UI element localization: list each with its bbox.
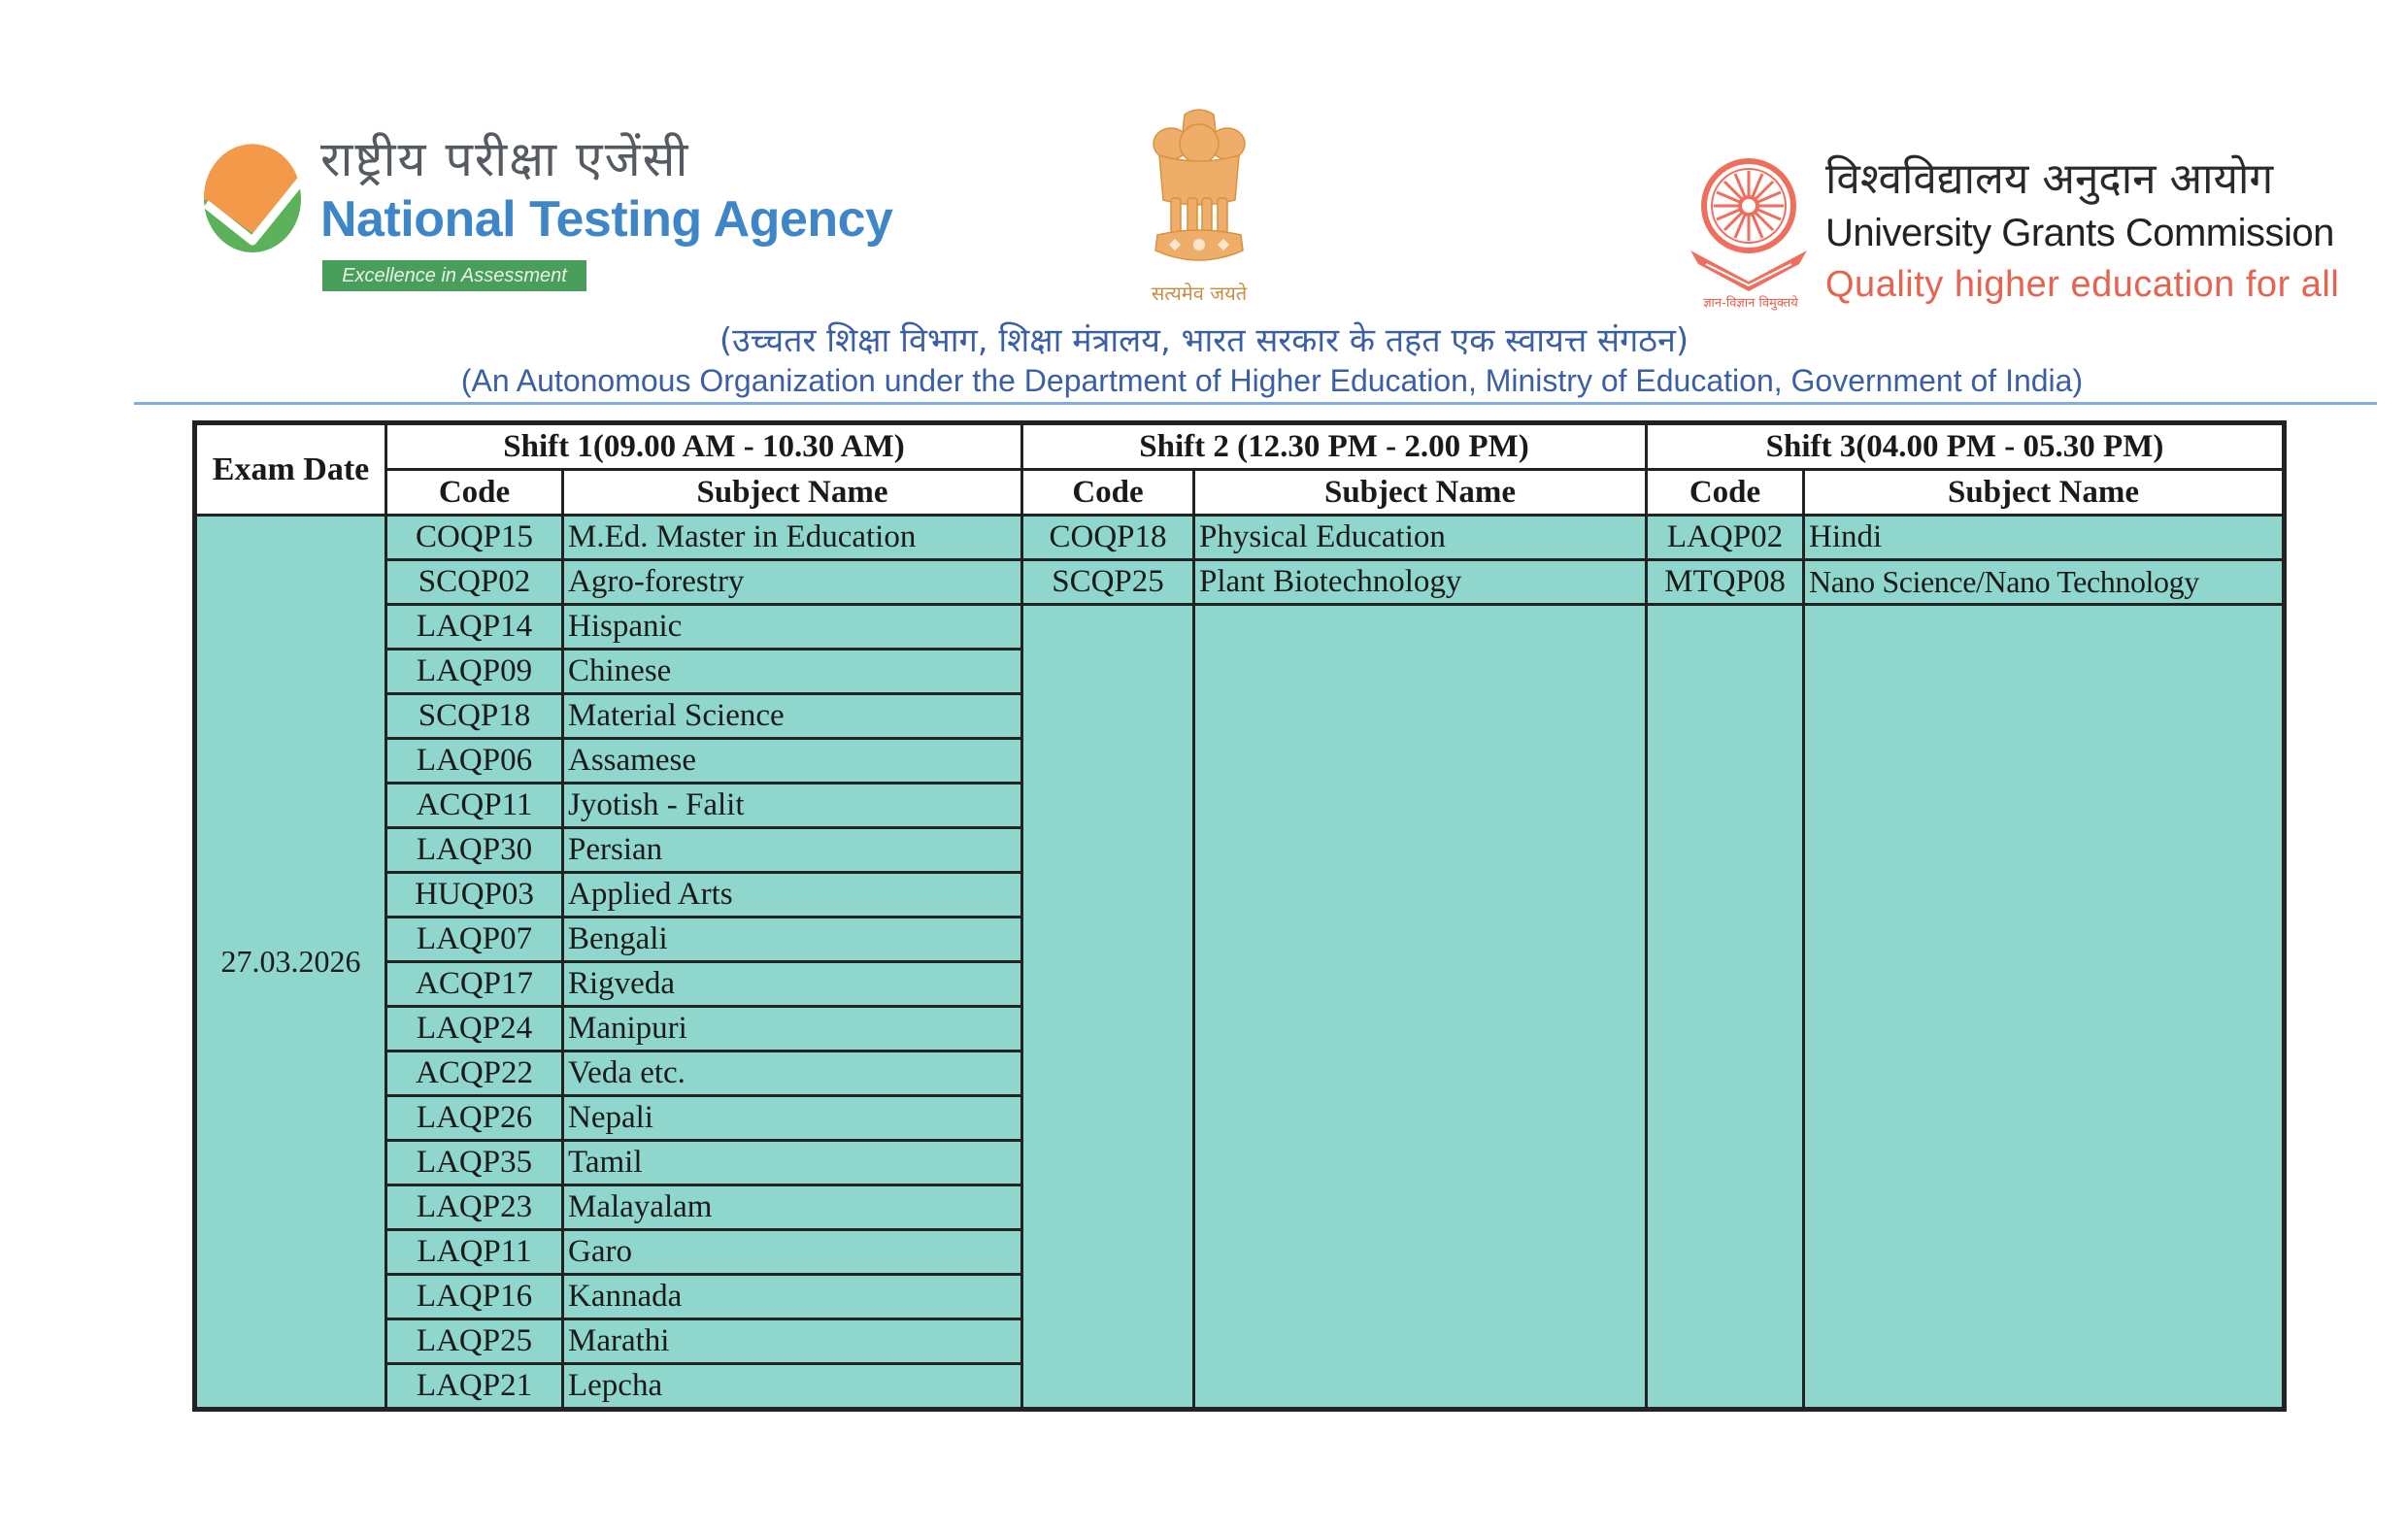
shift-2-subject-cell: Plant Biotechnology [1194,560,1647,605]
ugc-tagline: Quality higher education for all [1825,264,2340,305]
shift-1-subject-cell: Nepali [563,1096,1022,1141]
header-divider [134,402,2377,405]
shift-1-subject-cell: Bengali [563,918,1022,962]
shift-1-subject-cell: Hispanic [563,605,1022,650]
shift-1-subject-cell: Garo [563,1230,1022,1275]
ugc-hindi-name: विश्वविद्यालय अनुदान आयोग [1825,154,2274,204]
exam-schedule-table [192,420,2287,1412]
shift-1-subject-cell: Assamese [563,739,1022,784]
table-row [195,516,2285,560]
shift-1-subject-cell: Manipuri [563,1007,1022,1051]
shift-1-code-cell: HUQP03 [386,873,563,918]
exam-date-cell: 27.03.2026 [195,516,386,1410]
table-body [195,516,2285,1410]
shift-2-subject-empty [1194,605,1647,1410]
shift-1-code-cell: LAQP07 [386,918,563,962]
shift-1-code-cell: LAQP09 [386,650,563,694]
shift-2-code-cell: COQP18 [1022,516,1194,560]
shift-1-subject-cell: Rigveda [563,962,1022,1007]
shift-1-code-cell: ACQP11 [386,784,563,828]
nta-hindi-name: राष्ट्रीय परीक्षा एजेंसी [320,131,690,187]
shift-1-code-cell: LAQP25 [386,1319,563,1364]
shift-1-subject-cell: Agro-forestry [563,560,1022,605]
ugc-logo-icon [1685,144,1811,318]
shift-1-code-cell: LAQP21 [386,1364,563,1410]
shift-1-subject-cell: Malayalam [563,1185,1022,1230]
shift-1-code-cell: SCQP02 [386,560,563,605]
shift-1-subject-cell: Material Science [563,694,1022,739]
national-emblem-icon [1146,105,1253,284]
shift-1-subject-cell: Chinese [563,650,1022,694]
shift-1-code-cell: LAQP35 [386,1141,563,1185]
table-header-row-shifts [195,423,2285,470]
shift-3-subject-header: Subject Name [1804,470,2285,516]
shift-3-subject-cell: Hindi [1804,516,2285,560]
shift-1-subject-cell: Kannada [563,1275,1022,1319]
table-header-row-columns [195,470,2285,516]
shift-3-subject-empty [1804,605,2285,1410]
nta-logo-icon [202,144,303,254]
shift-1-subject-cell: Persian [563,828,1022,873]
shift-2-code-header: Code [1022,470,1194,516]
shift-1-code-cell: LAQP30 [386,828,563,873]
shift-1-code-cell: LAQP14 [386,605,563,650]
subtitle-hindi: (उच्चतर शिक्षा विभाग, शिक्षा मंत्रालय, भारत सरकार के तहत एक स्वायत्त संगठन) [719,321,1689,360]
shift-1-code-cell: LAQP11 [386,1230,563,1275]
shift-3-code-cell: LAQP02 [1647,516,1804,560]
shift-3-subject-cell: Nano Science/Nano Technology [1804,560,2285,605]
ugc-english-name: University Grants Commission [1825,212,2334,254]
shift-1-subject-cell: Applied Arts [563,873,1022,918]
shift-3-code-header: Code [1647,470,1804,516]
subtitle-english: (An Autonomous Organization under the Department of Higher Education, Ministry of Education, Government of India) [460,363,2084,398]
shift-1-code-cell: SCQP18 [386,694,563,739]
nta-english-name: National Testing Agency [320,191,893,248]
shift-1-subject-cell: M.Ed. Master in Education [563,516,1022,560]
shift-1-code-header: Code [386,470,563,516]
shift-1-code-cell: ACQP17 [386,962,563,1007]
shift-2-subject-header: Subject Name [1194,470,1647,516]
shift-3-code-cell: MTQP08 [1647,560,1804,605]
shift-1-subject-cell: Jyotish - Falit [563,784,1022,828]
shift-1-code-cell: LAQP06 [386,739,563,784]
shift-3-code-empty [1647,605,1804,1410]
shift-1-code-cell: LAQP24 [386,1007,563,1051]
shift-1-code-cell: LAQP23 [386,1185,563,1230]
shift-1-subject-cell: Tamil [563,1141,1022,1185]
shift-1-subject-cell: Veda etc. [563,1051,1022,1096]
ugc-logo-caption: ज्ञान-विज्ञान विमुक्तये [1703,296,1798,311]
shift-3-header: Shift 3(04.00 PM - 05.30 PM) [1647,423,2285,470]
shift-1-subject-cell: Lepcha [563,1364,1022,1410]
table-row [195,560,2285,605]
shift-1-header: Shift 1(09.00 AM - 10.30 AM) [386,423,1022,470]
exam-date-header: Exam Date [195,423,386,516]
shift-1-code-cell: LAQP26 [386,1096,563,1141]
shift-1-code-cell: LAQP16 [386,1275,563,1319]
shift-1-code-cell: COQP15 [386,516,563,560]
shift-1-subject-cell: Marathi [563,1319,1022,1364]
shift-2-code-cell: SCQP25 [1022,560,1194,605]
shift-2-header: Shift 2 (12.30 PM - 2.00 PM) [1022,423,1647,470]
shift-2-code-empty [1022,605,1194,1410]
emblem-motto: सत्यमेव जयते [1151,282,1248,305]
shift-1-code-cell: ACQP22 [386,1051,563,1096]
nta-tagline: Excellence in Assessment [322,260,586,291]
table-row [195,605,2285,650]
shift-2-subject-cell: Physical Education [1194,516,1647,560]
shift-1-subject-header: Subject Name [563,470,1022,516]
